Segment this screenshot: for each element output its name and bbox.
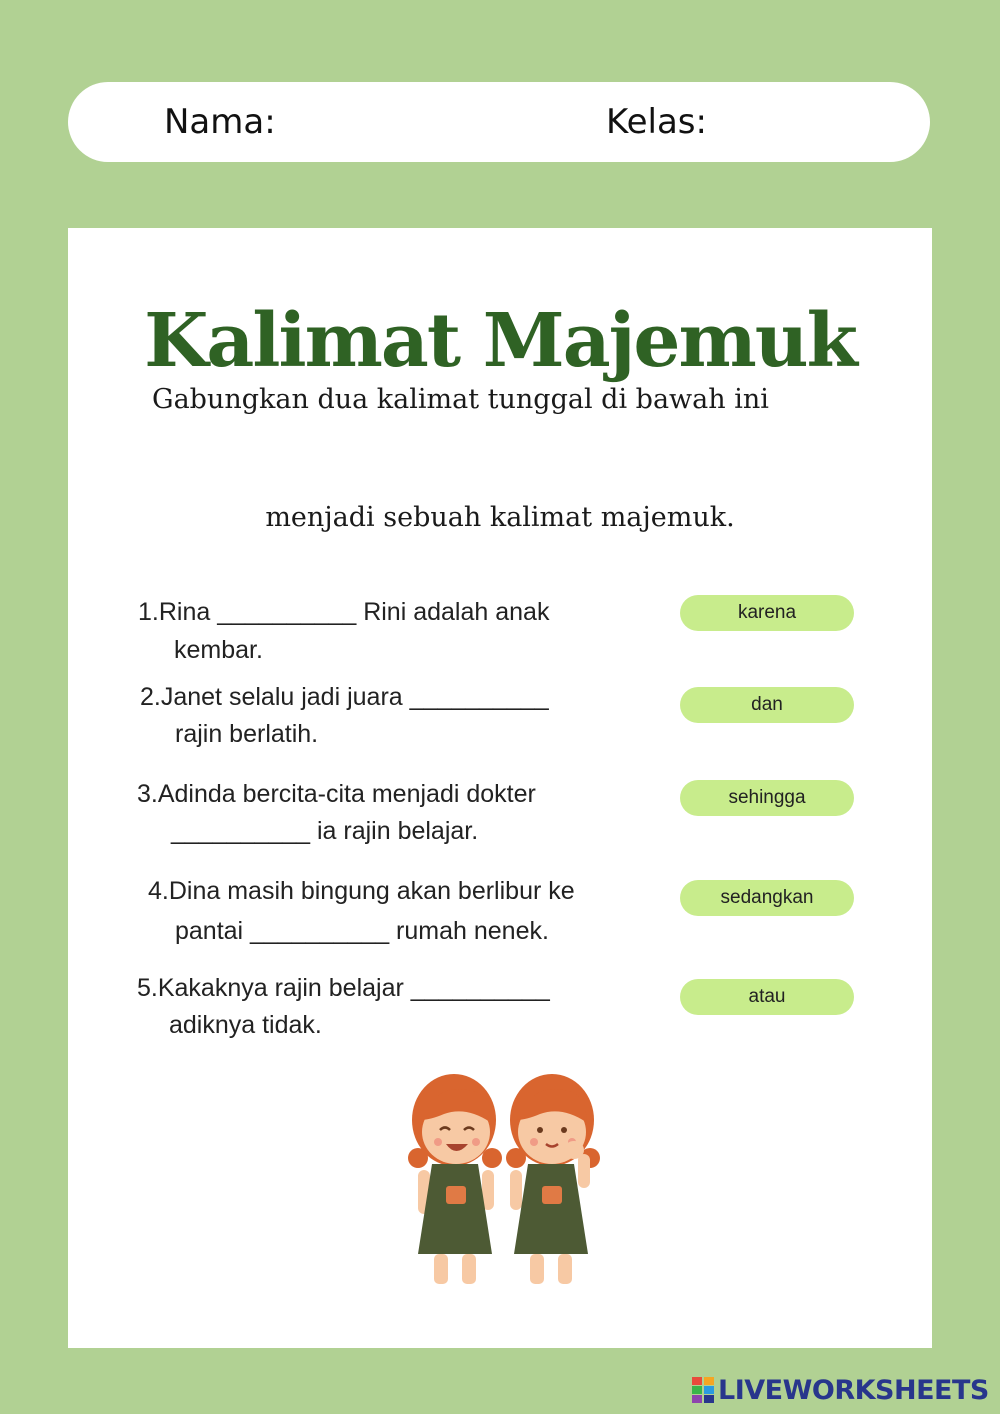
word-chip-karena[interactable]: karena (680, 595, 854, 631)
liveworksheets-logo-icon (692, 1377, 714, 1403)
question-3-line-1: 3.Adinda bercita-cita menjadi dokter (137, 780, 536, 808)
word-chip-atau[interactable]: atau (680, 979, 854, 1015)
question-2-line-1: 2.Janet selalu jadi juara __________ (140, 683, 549, 711)
twin-girls-illustration (406, 1070, 606, 1292)
name-label: Nama: (164, 102, 276, 142)
student-info-bar (68, 82, 930, 162)
question-5-line-2: adiknya tidak. (169, 1011, 322, 1039)
instruction-line-2: menjadi sebuah kalimat majemuk. (265, 502, 735, 533)
question-4-line-1: 4.Dina masih bingung akan berlibur ke (148, 877, 575, 905)
question-5-line-1: 5.Kakaknya rajin belajar __________ (137, 974, 550, 1002)
instruction-line-1: Gabungkan dua kalimat tunggal di bawah ini (152, 384, 769, 415)
brand-name: LIVEWORKSHEETS (718, 1374, 989, 1406)
question-2-line-2: rajin berlatih. (175, 720, 319, 748)
question-1-line-2: kembar. (174, 636, 263, 664)
question-3-line-2: __________ ia rajin belajar. (171, 817, 479, 845)
worksheet-title: Kalimat Majemuk (144, 298, 856, 384)
word-chip-sedangkan[interactable]: sedangkan (680, 880, 854, 916)
class-label: Kelas: (606, 102, 707, 142)
liveworksheets-brand[interactable] (692, 1374, 989, 1406)
right-girl-figure (506, 1074, 600, 1284)
word-chip-sehingga[interactable]: sehingga (680, 780, 854, 816)
question-4-line-2: pantai __________ rumah nenek. (175, 917, 549, 945)
question-1-line-1: 1.Rina __________ Rini adalah anak (138, 598, 550, 626)
word-chip-dan[interactable]: dan (680, 687, 854, 723)
worksheet-card (68, 228, 932, 1348)
left-girl-figure (408, 1074, 502, 1284)
